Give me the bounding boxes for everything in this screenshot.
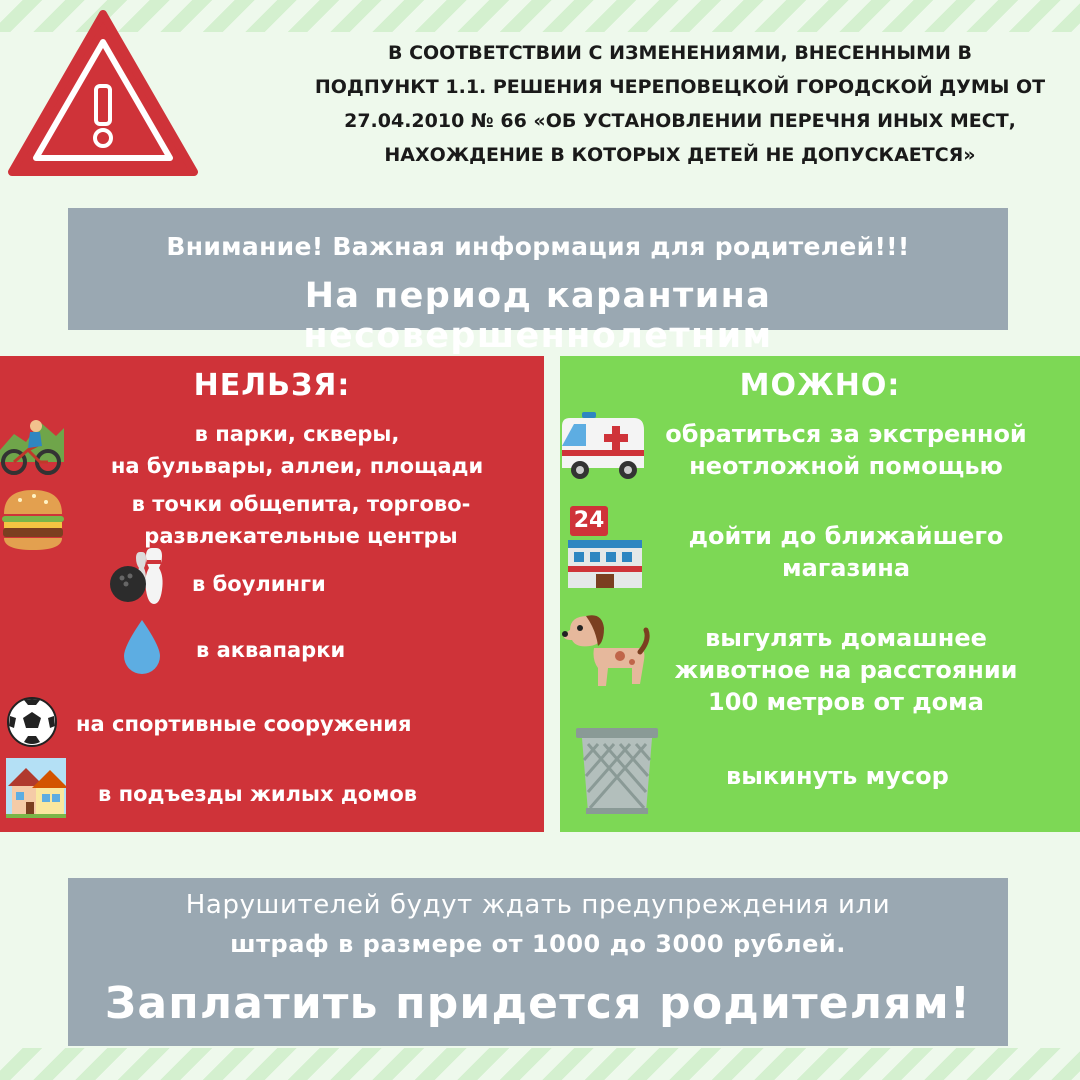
soccer-ball-icon [6, 696, 58, 748]
header-line: НАХОЖДЕНИЕ В КОТОРЫХ ДЕТЕЙ НЕ ДОПУСКАЕТСЯ» [384, 144, 976, 166]
header-line: ПОДПУНКТ 1.1. РЕШЕНИЯ ЧЕРЕПОВЕЦКОЙ ГОРОДСКОЙ ДУМЫ ОТ [314, 76, 1046, 98]
header-line: В СООТВЕТСТВИИ С ИЗМЕНЕНИЯМИ, ВНЕСЕННЫМИ В [387, 42, 972, 64]
forbidden-item-bowling-label: в боулинги [192, 572, 326, 596]
store-building-icon [566, 536, 644, 588]
ambulance-icon [560, 410, 646, 482]
header-text [300, 36, 1060, 172]
penalty-fine-text: штраф в размере от 1000 до 3000 рублей. [230, 930, 846, 958]
bowling-icon [106, 546, 170, 606]
dog-icon [560, 612, 652, 692]
warning-triangle-icon [6, 8, 200, 180]
header-line: 27.04.2010 № 66 «ОБ УСТАНОВЛЕНИИ ПЕРЕЧНЯ ИНЫХ МЕСТ, [344, 110, 1016, 132]
water-drop-icon [120, 618, 164, 676]
allowed-item-store [646, 520, 1046, 584]
item-line: развлекательные центры [144, 524, 458, 548]
allowed-panel [560, 356, 1080, 832]
item-line: магазина [781, 554, 911, 582]
forbidden-item-waterparks: в аквапарки [196, 638, 346, 662]
decorative-stripe-bottom [0, 1048, 1080, 1080]
allowed-item-emergency [646, 418, 1046, 482]
allowed-title: МОЖНО: [739, 368, 901, 403]
cyclist-icon [0, 416, 64, 478]
forbidden-item-parks [62, 418, 532, 482]
item-line: на бульвары, аллеи, площади [110, 454, 484, 478]
houses-icon [6, 758, 66, 818]
forbidden-title: НЕЛЬЗЯ: [193, 368, 351, 403]
forbidden-item-sports-facilities: на спортивные сооружения [76, 712, 412, 736]
item-line: неотложной помощью [689, 452, 1003, 480]
item-line: дойти до ближайшего [688, 522, 1004, 550]
forbidden-item-food-courts [66, 488, 536, 552]
forbidden-panel [0, 356, 544, 832]
allowed-item-trash: выкинуть мусор [726, 762, 949, 790]
penalty-warning-text: Нарушителей будут ждать предупреждения или [185, 890, 891, 920]
item-line: 100 метров от дома [708, 688, 984, 716]
item-line: обратиться за экстренной [665, 420, 1027, 448]
attention-text: Внимание! Важная информация для родителей!!! [166, 232, 910, 261]
store-24-badge: 24 [570, 506, 608, 536]
quarantine-text: На период карантина несовершеннолетним [303, 276, 773, 356]
parents-pay-text: Заплатить придется родителям! [104, 978, 972, 1029]
attention-banner [68, 208, 1008, 356]
penalty-banner [68, 878, 1008, 1046]
allowed-item-walk-pet [646, 622, 1046, 718]
burger-icon [0, 486, 66, 552]
store-24-icon [566, 506, 644, 588]
item-line: выгулять домашнее [705, 624, 987, 652]
item-line: в точки общепита, торгово- [131, 492, 471, 516]
trash-bin-icon [574, 726, 660, 816]
forbidden-item-entrances: в подъезды жилых домов [98, 782, 418, 806]
item-line: в парки, скверы, [194, 422, 400, 446]
item-line: животное на расстоянии [674, 656, 1018, 684]
